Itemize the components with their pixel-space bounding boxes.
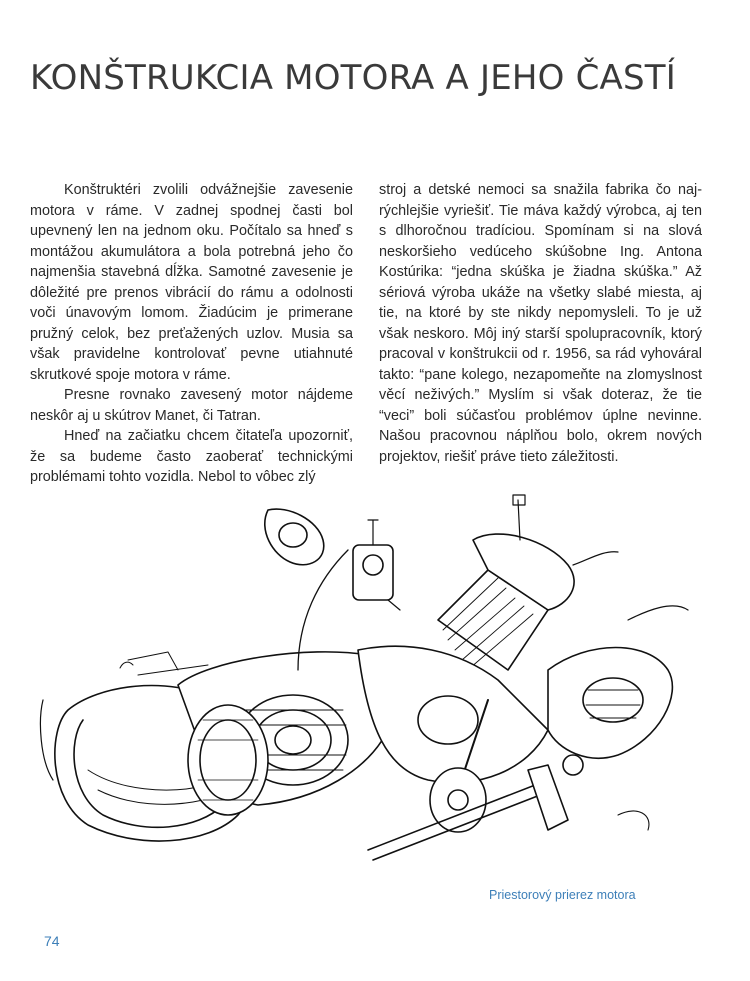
carburetor [265, 509, 400, 670]
flywheel [188, 705, 268, 815]
paragraph: stroj a detské nemoci sa snažila fabrika čo najrýchlejšie vyriešiť. Tie máva každý výrobca, aj ten s dlhoročnou tradíciou. Spomínam si na slová neskoršieho vedúceho skúšobne Ing. Antona Kostúrika: “jedna skúška je žiadna skúška.” Až sériová výroba ukáže na všetky slabé miesta, aj tie, na ktoré by ste nikdy nepomysleli. To je už však neskoro. Môj iný starší spolupracovník, ktorý pracoval v konštrukcii od r. 1956, sa rád vyhováral takto: “pane kolego, nezapomeňte na zlomyslnost věcí neživých.” Myslím si však doteraz, že tie “veci” boli súčasťou problémov úplne nevinne. Našou pracovnou náplňou bolo, okrem nových projektov, riešiť práve tieto záležitosti. [379, 182, 702, 465]
engine-cutaway-illustration [28, 470, 698, 880]
paragraph: Konštruktéri zvolili odvážnejšie zavesenie motora v ráme. V zadnej spodnej časti bol upevnený len na jednom oku. Počítalo sa hneď s montážou akumulátora a bola potrebná jeho čo najmenšia stavebná dĺžka. Samotné zavesenie je dôležité pre prenos vibrácií do rámu a odolnosti voči únavovým lomom. Žiadúcim je primerane pružný celok, bez preťažených uzlov. Musia sa však pravidelne kontrolovať pevne utiahnuté skrutkové spoje motora v ráme. [30, 182, 353, 383]
figure-caption: Priestorový prierez motora [489, 888, 636, 902]
cylinder [438, 495, 618, 670]
text-column-left [30, 180, 353, 488]
page-number: 74 [44, 933, 60, 949]
paragraph: Presne rovnako zavesený motor nájdeme neskôr aj u skútrov Manet, či Tatran. [30, 387, 353, 424]
text-column-right [379, 180, 702, 467]
paragraph: Hneď na začiatku chcem čitateľa upozorniť, že sa budeme často zaoberať technickými problémami tohto vozidla. Nebol to vôbec zlý [30, 428, 353, 485]
page-title: KONŠTRUKCIA MOTORA A JEHO ČASTÍ [30, 58, 676, 98]
